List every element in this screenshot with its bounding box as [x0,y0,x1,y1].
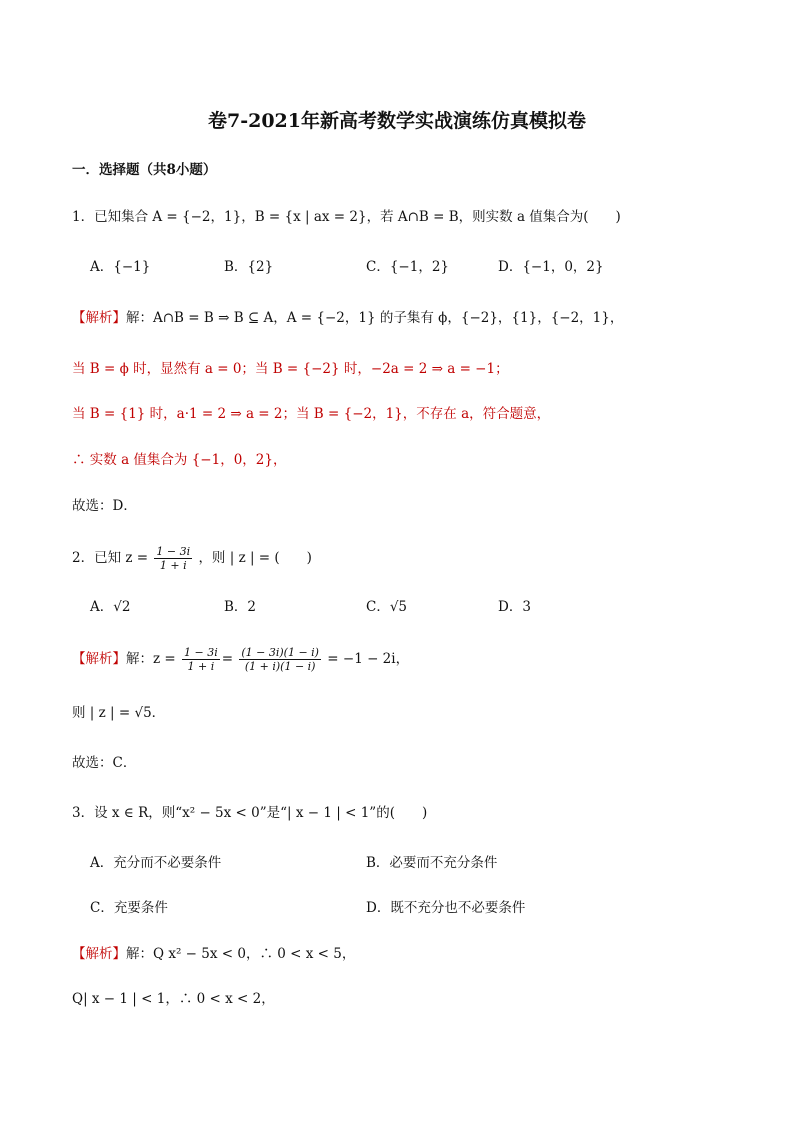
q2-option-d: D．3 [498,599,531,615]
q3-analysis-line-1 [72,945,355,963]
q2-fraction-2-denominator: (1 + i)(1 − i) [244,660,316,673]
q2-analysis-line: 【解析】解：z = $\frac{1 - 3i}{1 + i}$ = $\frac{(1 - 3i)(1 - i)}{(1 + i)(1 - i)}$ = −1 − 2i， [72,646,410,673]
q3-option-c: C．充要条件 [90,900,168,916]
q2-stem-suffix: ，则 | z | = ( ) [198,550,312,566]
q1-analysis-line-4: ∴ 实数 a 值集合为 {−1，0，2}， [72,452,287,468]
q1-option-b: B．{2} [224,259,274,275]
q3-option-b: B．必要而不充分条件 [366,855,498,871]
q2-stem-numerator: 1 − 3i [156,545,191,558]
q1-analysis-text-1: 解：A∩B = B ⇒ B ⊆ A，A = {−2，1} 的子集有 ϕ，{−2}，{1}，{−2，1}， [126,310,624,326]
q2-option-c: C．√5 [366,599,408,615]
q3-option-d: D．既不充分也不必要条件 [366,900,526,916]
q1-option-d: D．{−1，0，2} [498,259,604,275]
analysis-tag: 【解析】 [72,310,126,326]
paper-title: 卷7-2021年新高考数学实战演练仿真模拟卷 [208,110,586,132]
q2-stem-denominator: 1 + i [159,559,187,572]
q1-analysis-line-1 [72,309,623,327]
question-1-stem: 1．已知集合 A = {−2，1}，B = {x | ax = 2}，若 A∩B = B，则实数 a 值集合为( ) [72,209,621,225]
question-3-stem: 3．设 x ∈ R，则“x² − 5x < 0”是“| x − 1 | < 1”的( ) [72,805,428,821]
q2-stem-prefix: 2．已知 z = [72,550,149,566]
q3-analysis-text-1: 解：Q x² − 5x < 0，∴ 0 < x < 5， [126,946,356,962]
q2-analysis-prefix: 解：z = [126,651,176,667]
q2-fraction-2-numerator: (1 − 3i)(1 − i) [241,646,319,659]
q1-answer: 故选：D． [72,498,137,514]
q3-option-a: A．充分而不必要条件 [90,855,222,871]
section-heading: 一．选择题（共8小题） [72,162,217,178]
q2-analysis-suffix: = −1 − 2i， [327,651,410,667]
analysis-tag: 【解析】 [72,651,126,667]
q2-result: 则 | z | = √5． [72,705,166,721]
q3-analysis-line-2: Q| x − 1 | < 1，∴ 0 < x < 2， [72,991,275,1007]
q1-option-a: A．{−1} [90,259,151,275]
q2-fraction-1 [182,646,220,673]
question-2-stem [72,545,312,572]
q2-option-a: A．√2 [90,599,131,615]
analysis-tag: 【解析】 [72,946,126,962]
q2-fraction-2 [239,646,321,673]
q2-fraction-1-numerator: 1 − 3i [184,646,218,659]
q2-option-b: B．2 [224,599,257,615]
q2-stem-fraction [154,545,192,572]
q2-fraction-1-denominator: 1 + i [187,660,215,673]
q1-analysis-line-2: 当 B = ϕ 时，显然有 a = 0；当 B = {−2} 时，−2a = 2 ⇒ a = −1； [72,361,509,377]
q2-answer: 故选：C． [72,755,137,771]
q1-analysis-line-3: 当 B = {1} 时，a·1 = 2 ⇒ a = 2；当 B = {−2，1}，不存在 a，符合题意， [72,406,551,422]
q1-option-c: C．{−1，2} [366,259,449,275]
